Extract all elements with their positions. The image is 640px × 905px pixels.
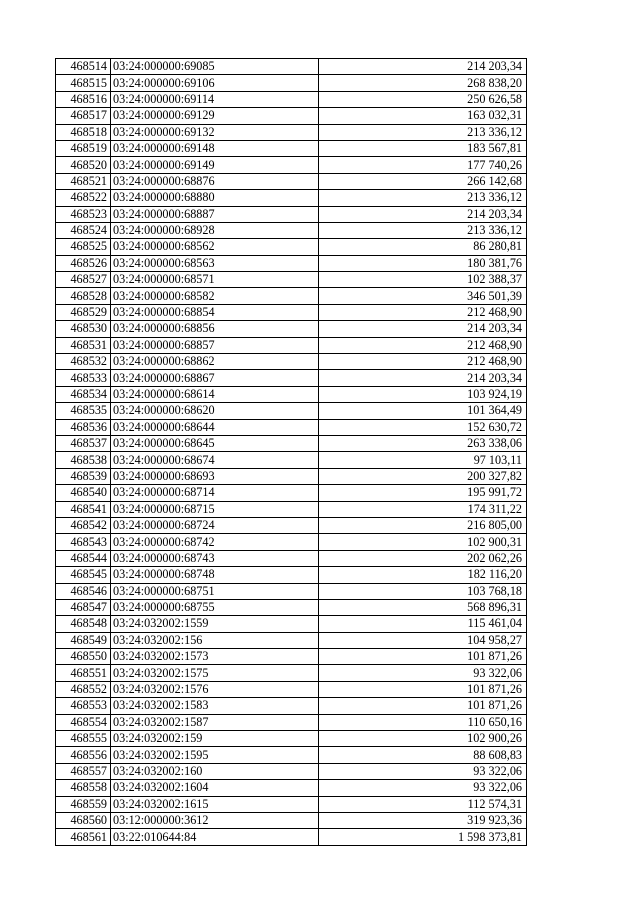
amount-cell: 102 900,26 — [319, 731, 527, 747]
table-row — [56, 140, 527, 156]
amount-cell: 103 768,18 — [319, 583, 527, 599]
amount-cell: 1 598 373,81 — [319, 829, 527, 845]
amount-cell: 213 336,12 — [319, 222, 527, 238]
table-row — [56, 190, 527, 206]
amount-cell: 102 900,31 — [319, 534, 527, 550]
row-number-cell: 468519 — [56, 140, 111, 156]
row-number-cell: 468560 — [56, 812, 111, 828]
amount-cell: 174 311,22 — [319, 501, 527, 517]
row-number-cell: 468529 — [56, 304, 111, 320]
row-number-cell: 468523 — [56, 206, 111, 222]
table-row — [56, 829, 527, 845]
table-row — [56, 403, 527, 419]
table-row — [56, 731, 527, 747]
amount-cell: 86 280,81 — [319, 239, 527, 255]
row-number-cell: 468522 — [56, 190, 111, 206]
table-row — [56, 747, 527, 763]
cadastral-number-cell: 03:24:000000:68862 — [111, 354, 319, 370]
amount-cell: 263 338,06 — [319, 435, 527, 451]
cadastral-number-cell: 03:24:000000:68645 — [111, 435, 319, 451]
amount-cell: 266 142,68 — [319, 173, 527, 189]
amount-cell: 200 327,82 — [319, 468, 527, 484]
table-row — [56, 616, 527, 632]
cadastral-number-cell: 03:24:000000:68614 — [111, 386, 319, 402]
amount-cell: 102 388,37 — [319, 272, 527, 288]
table-row — [56, 501, 527, 517]
cadastral-number-cell: 03:24:000000:68693 — [111, 468, 319, 484]
amount-cell: 97 103,11 — [319, 452, 527, 468]
cadastral-number-cell: 03:24:000000:69148 — [111, 140, 319, 156]
cadastral-number-cell: 03:24:000000:68755 — [111, 599, 319, 615]
row-number-cell: 468528 — [56, 288, 111, 304]
table-row — [56, 75, 527, 91]
row-number-cell: 468537 — [56, 435, 111, 451]
cadastral-number-cell: 03:24:000000:69106 — [111, 75, 319, 91]
cadastral-number-cell: 03:24:000000:68854 — [111, 304, 319, 320]
row-number-cell: 468517 — [56, 108, 111, 124]
table-row — [56, 534, 527, 550]
table-row — [56, 206, 527, 222]
row-number-cell: 468557 — [56, 763, 111, 779]
cadastral-number-cell: 03:24:032002:1573 — [111, 649, 319, 665]
amount-cell: 101 871,26 — [319, 698, 527, 714]
cadastral-number-cell: 03:24:000000:69085 — [111, 59, 319, 75]
cadastral-number-cell: 03:24:000000:68867 — [111, 370, 319, 386]
amount-cell: 163 032,31 — [319, 108, 527, 124]
cadastral-number-cell: 03:24:032002:1615 — [111, 796, 319, 812]
row-number-cell: 468539 — [56, 468, 111, 484]
cadastral-number-cell: 03:24:000000:69129 — [111, 108, 319, 124]
table-row — [56, 665, 527, 681]
amount-cell: 195 991,72 — [319, 485, 527, 501]
amount-cell: 152 630,72 — [319, 419, 527, 435]
row-number-cell: 468524 — [56, 222, 111, 238]
table-row — [56, 386, 527, 402]
cadastral-number-cell: 03:22:010644:84 — [111, 829, 319, 845]
table-row — [56, 255, 527, 271]
table-row — [56, 567, 527, 583]
table-row — [56, 763, 527, 779]
table-row — [56, 714, 527, 730]
amount-cell: 212 468,90 — [319, 354, 527, 370]
cadastral-number-cell: 03:24:032002:1576 — [111, 681, 319, 697]
row-number-cell: 468543 — [56, 534, 111, 550]
row-number-cell: 468542 — [56, 517, 111, 533]
cadastral-number-cell: 03:24:000000:68715 — [111, 501, 319, 517]
row-number-cell: 468549 — [56, 632, 111, 648]
row-number-cell: 468552 — [56, 681, 111, 697]
cadastral-number-cell: 03:24:000000:68644 — [111, 419, 319, 435]
cadastral-number-cell: 03:24:000000:68724 — [111, 517, 319, 533]
cadastral-number-cell: 03:24:000000:69132 — [111, 124, 319, 140]
amount-cell: 115 461,04 — [319, 616, 527, 632]
table-row — [56, 419, 527, 435]
amount-cell: 103 924,19 — [319, 386, 527, 402]
table-row — [56, 91, 527, 107]
amount-cell: 101 871,26 — [319, 681, 527, 697]
table-row — [56, 222, 527, 238]
table-row — [56, 304, 527, 320]
amount-cell: 214 203,34 — [319, 59, 527, 75]
amount-cell: 104 958,27 — [319, 632, 527, 648]
table-row — [56, 796, 527, 812]
amount-cell: 110 650,16 — [319, 714, 527, 730]
row-number-cell: 468526 — [56, 255, 111, 271]
amount-cell: 214 203,34 — [319, 321, 527, 337]
table-row — [56, 435, 527, 451]
row-number-cell: 468551 — [56, 665, 111, 681]
table-row — [56, 698, 527, 714]
table-row — [56, 321, 527, 337]
row-number-cell: 468553 — [56, 698, 111, 714]
table-row — [56, 288, 527, 304]
cadastral-number-cell: 03:24:000000:68582 — [111, 288, 319, 304]
table-row — [56, 681, 527, 697]
amount-cell: 212 468,90 — [319, 337, 527, 353]
amount-cell: 101 871,26 — [319, 649, 527, 665]
amount-cell: 214 203,34 — [319, 206, 527, 222]
amount-cell: 346 501,39 — [319, 288, 527, 304]
amount-cell: 250 626,58 — [319, 91, 527, 107]
cadastral-number-cell: 03:24:000000:68751 — [111, 583, 319, 599]
amount-cell: 101 364,49 — [319, 403, 527, 419]
table-row — [56, 468, 527, 484]
table-row — [56, 550, 527, 566]
table-row — [56, 354, 527, 370]
row-number-cell: 468548 — [56, 616, 111, 632]
cadastral-number-cell: 03:24:000000:68928 — [111, 222, 319, 238]
table-body — [56, 59, 527, 846]
cadastral-number-cell: 03:24:000000:68742 — [111, 534, 319, 550]
amount-cell: 88 608,83 — [319, 747, 527, 763]
row-number-cell: 468558 — [56, 780, 111, 796]
table-row — [56, 649, 527, 665]
amount-cell: 268 838,20 — [319, 75, 527, 91]
row-number-cell: 468554 — [56, 714, 111, 730]
row-number-cell: 468556 — [56, 747, 111, 763]
row-number-cell: 468525 — [56, 239, 111, 255]
amount-cell: 180 381,76 — [319, 255, 527, 271]
amount-cell: 216 805,00 — [319, 517, 527, 533]
amount-cell: 319 923,36 — [319, 812, 527, 828]
row-number-cell: 468527 — [56, 272, 111, 288]
amount-cell: 112 574,31 — [319, 796, 527, 812]
cadastral-number-cell: 03:24:000000:68857 — [111, 337, 319, 353]
row-number-cell: 468550 — [56, 649, 111, 665]
amount-cell: 202 062,26 — [319, 550, 527, 566]
row-number-cell: 468544 — [56, 550, 111, 566]
table-row — [56, 239, 527, 255]
row-number-cell: 468546 — [56, 583, 111, 599]
table-row — [56, 812, 527, 828]
table-row — [56, 599, 527, 615]
cadastral-number-cell: 03:24:000000:68887 — [111, 206, 319, 222]
cadastral-number-cell: 03:24:000000:68743 — [111, 550, 319, 566]
table-row — [56, 337, 527, 353]
row-number-cell: 468520 — [56, 157, 111, 173]
cadastral-number-cell: 03:24:000000:68562 — [111, 239, 319, 255]
row-number-cell: 468514 — [56, 59, 111, 75]
table-row — [56, 59, 527, 75]
cadastral-number-cell: 03:24:000000:68714 — [111, 485, 319, 501]
table-row — [56, 583, 527, 599]
cadastral-number-cell: 03:24:032002:1583 — [111, 698, 319, 714]
cadastral-number-cell: 03:24:000000:68571 — [111, 272, 319, 288]
cadastral-number-cell: 03:24:000000:68876 — [111, 173, 319, 189]
row-number-cell: 468540 — [56, 485, 111, 501]
cadastral-number-cell: 03:24:032002:159 — [111, 731, 319, 747]
table-row — [56, 485, 527, 501]
row-number-cell: 468530 — [56, 321, 111, 337]
amount-cell: 182 116,20 — [319, 567, 527, 583]
table-row — [56, 124, 527, 140]
amount-cell: 214 203,34 — [319, 370, 527, 386]
row-number-cell: 468559 — [56, 796, 111, 812]
amount-cell: 183 567,81 — [319, 140, 527, 156]
row-number-cell: 468531 — [56, 337, 111, 353]
table-row — [56, 370, 527, 386]
table-row — [56, 517, 527, 533]
cadastral-number-cell: 03:24:032002:1595 — [111, 747, 319, 763]
cadastral-number-cell: 03:24:000000:68620 — [111, 403, 319, 419]
cadastral-number-cell: 03:24:000000:69114 — [111, 91, 319, 107]
row-number-cell: 468516 — [56, 91, 111, 107]
amount-cell: 212 468,90 — [319, 304, 527, 320]
amount-cell: 93 322,06 — [319, 665, 527, 681]
amount-cell: 213 336,12 — [319, 190, 527, 206]
cadastral-number-cell: 03:24:032002:156 — [111, 632, 319, 648]
cadastral-number-cell: 03:24:000000:68674 — [111, 452, 319, 468]
cadastral-number-cell: 03:12:000000:3612 — [111, 812, 319, 828]
data-table — [55, 58, 527, 846]
table-row — [56, 780, 527, 796]
amount-cell: 213 336,12 — [319, 124, 527, 140]
cadastral-number-cell: 03:24:032002:160 — [111, 763, 319, 779]
table-row — [56, 452, 527, 468]
row-number-cell: 468536 — [56, 419, 111, 435]
amount-cell: 568 896,31 — [319, 599, 527, 615]
table-row — [56, 272, 527, 288]
amount-cell: 177 740,26 — [319, 157, 527, 173]
table-row — [56, 173, 527, 189]
row-number-cell: 468541 — [56, 501, 111, 517]
row-number-cell: 468538 — [56, 452, 111, 468]
row-number-cell: 468555 — [56, 731, 111, 747]
row-number-cell: 468521 — [56, 173, 111, 189]
cadastral-number-cell: 03:24:000000:68563 — [111, 255, 319, 271]
table-row — [56, 108, 527, 124]
amount-cell: 93 322,06 — [319, 763, 527, 779]
cadastral-number-cell: 03:24:000000:68856 — [111, 321, 319, 337]
cadastral-number-cell: 03:24:000000:69149 — [111, 157, 319, 173]
table-row — [56, 632, 527, 648]
cadastral-number-cell: 03:24:032002:1587 — [111, 714, 319, 730]
amount-cell: 93 322,06 — [319, 780, 527, 796]
row-number-cell: 468532 — [56, 354, 111, 370]
row-number-cell: 468535 — [56, 403, 111, 419]
row-number-cell: 468515 — [56, 75, 111, 91]
cadastral-number-cell: 03:24:000000:68748 — [111, 567, 319, 583]
cadastral-number-cell: 03:24:032002:1559 — [111, 616, 319, 632]
cadastral-number-cell: 03:24:032002:1604 — [111, 780, 319, 796]
table-row — [56, 157, 527, 173]
cadastral-number-cell: 03:24:032002:1575 — [111, 665, 319, 681]
row-number-cell: 468534 — [56, 386, 111, 402]
row-number-cell: 468533 — [56, 370, 111, 386]
row-number-cell: 468561 — [56, 829, 111, 845]
row-number-cell: 468518 — [56, 124, 111, 140]
row-number-cell: 468545 — [56, 567, 111, 583]
row-number-cell: 468547 — [56, 599, 111, 615]
cadastral-number-cell: 03:24:000000:68880 — [111, 190, 319, 206]
